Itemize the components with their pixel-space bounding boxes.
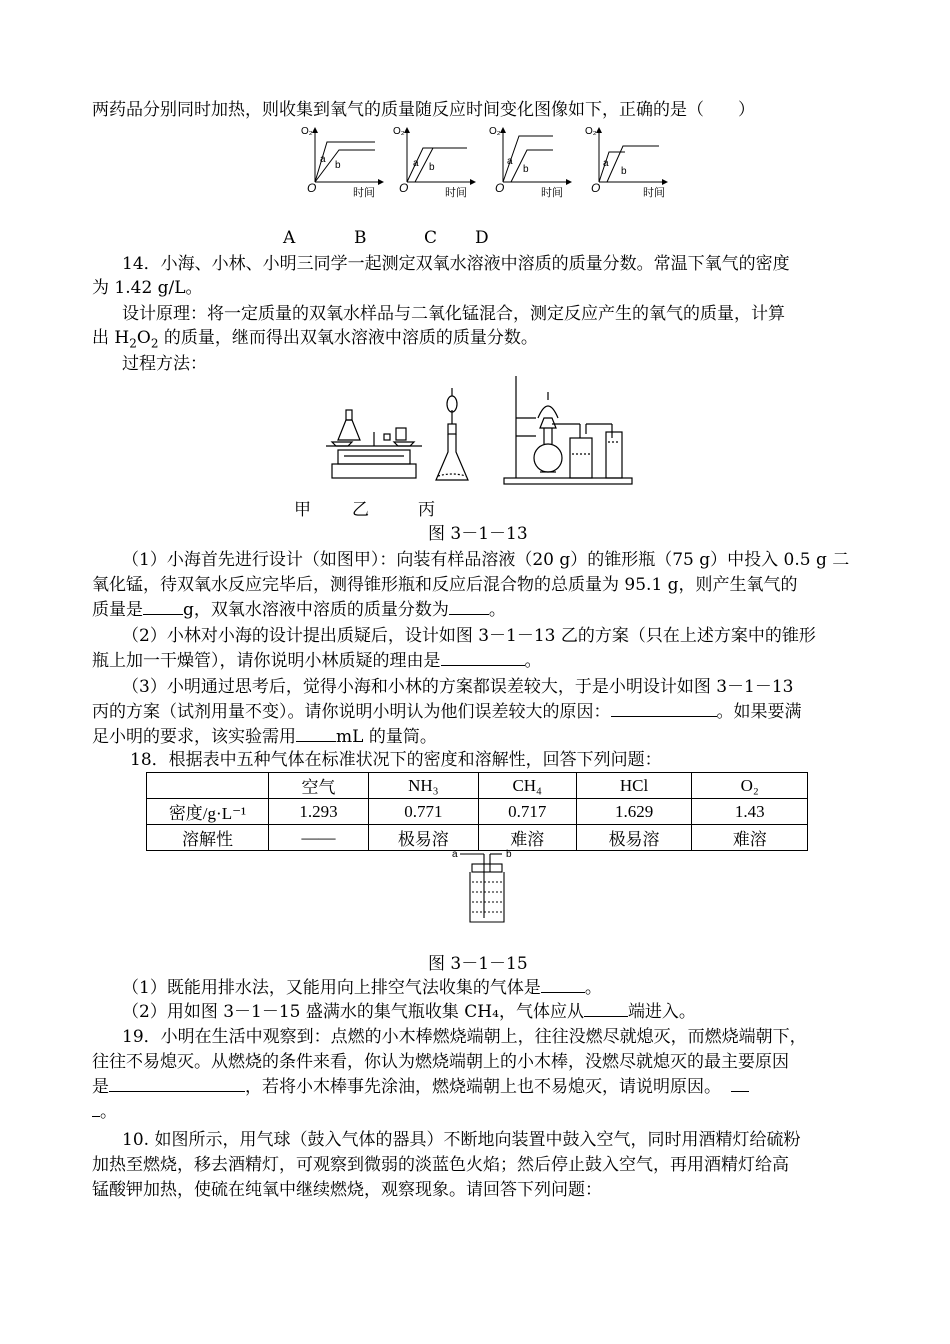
table-cell: HCl [576,773,692,799]
graph-b-xlabel: 时间 [445,187,467,199]
graph-c-xlabel: 时间 [541,187,563,199]
table-cell: 0.771 [368,799,478,825]
q14-p1-line1: （1）小海首先进行设计（如图甲）：向装有样品溶液（20 g）的锥形瓶（75 g）中投入 0.5 g 二 [122,550,850,570]
q18-intro: 18．根据表中五种气体在标准状况下的密度和溶解性，回答下列问题： [130,750,662,770]
q18-s1: （1）既能用排水法，又能用向上排空气法收集的气体是 。 [122,978,602,998]
gas-bottle-figure [446,848,520,926]
graph-d-ylabel: O₂ [585,126,597,137]
gas-properties-table [146,772,808,851]
table-cell: 难溶 [692,825,808,851]
graph-d [585,126,667,199]
balance-icon [326,410,422,478]
q14-line2: 为 1.42 g/L。 [92,278,203,298]
table-cell: 难溶 [478,825,576,851]
table-cell: 0.717 [478,799,576,825]
q18-s2: （2）用如图 3－1－15 盛满水的集气瓶收集 CH₄，气体应从 端进入。 [122,1002,696,1022]
table-cell: 溶解性 [147,825,269,851]
table-cell: CH₄ [478,773,576,799]
q10-line2: 加热至燃烧，移去酒精灯，可观察到微弱的淡蓝色火焰；然后停止鼓入空气，再用酒精灯给高 [92,1155,789,1175]
gas-collection-apparatus-icon [504,376,632,484]
table-cell: 1.293 [268,799,368,825]
bottle-label-b: b [506,849,512,860]
option-b: B [354,228,367,248]
table-cell: 密度/g·L⁻¹ [147,799,269,825]
q10-line3: 锰酸钾加热，使硫在纯氧中继续燃烧，观察现象。请回答下列问题： [92,1180,602,1200]
q14-p3-line3: 足小明的要求，该实验需用 mL 的量筒。 [92,727,437,747]
fig-label-bing: 丙 [418,500,435,520]
graph-a-origin: O [307,181,317,195]
graph-c-origin: O [495,181,505,195]
table-cell: 1.43 [692,799,808,825]
q14-p3-line1: （3）小明通过思考后，觉得小海和小林的方案都误差较大，于是小明设计如图 3－1－13 [122,677,794,697]
q14-method: 过程方法： [122,354,207,374]
option-c: C [424,228,438,248]
graph-a-label-a: a [320,154,326,165]
graph-b [393,126,475,199]
graph-a-ylabel: O₂ [301,126,313,137]
q14-p1-line3: 质量是 g，双氧水溶液中溶质的质量分数为 。 [92,600,506,620]
table-cell: 1.629 [576,799,692,825]
flask-drying-tube-icon [436,388,468,480]
table-header-row [147,773,808,799]
q14-principle2: 出 $H_2O_2$ 的质量，继而得出双氧水溶液中溶质的质量分数。 [92,328,538,351]
option-d: D [475,228,489,248]
q19-line2: 往往不易熄灭。从燃烧的条件来看，你认为燃烧端朝上的小木棒，没燃尽就熄灭的最主要原因 [92,1052,789,1072]
table-cell: 极易溶 [368,825,478,851]
q14-p2-line1: （2）小林对小海的设计提出质疑后，设计如图 3－1－13 乙的方案（只在上述方案中的锥形 [122,626,816,646]
fig-label-jia: 甲 [294,500,311,520]
q19-line3: 是 ，若将小木棒事先涂油，燃烧端朝上也不易熄灭，请说明原因。 [92,1075,749,1099]
graph-c [489,126,571,199]
table-cell: —— [268,825,368,851]
table-cell [147,773,269,799]
q10-line1: 10. 如图所示，用气球（鼓入气体的器具）不断地向装置中鼓入空气，同时用酒精灯给硫粉 [122,1130,801,1150]
table-cell: O₂ [692,773,808,799]
option-a: A [283,228,296,248]
graph-b-label-a: a [413,158,419,169]
q14-principle1: 设计原理：将一定质量的双氧水样品与二氧化锰混合，测定反应产生的氧气的质量，计算 [122,304,785,324]
graph-c-ylabel: O₂ [489,126,501,137]
q14-p3-line2: 丙的方案（试剂用量不变）。请你说明小明认为他们误差较大的原因： 。如果要满 [92,702,802,722]
q19-line1: 19．小明在生活中观察到：点燃的小木棒燃烧端朝上，往往没燃尽就熄灭，而燃烧端朝下， [122,1027,807,1047]
graph-d-origin: O [591,181,601,195]
q13-graphs [295,122,675,204]
q13-text: 两药品分别同时加热，则收集到氧气的质量随反应时间变化图像如下，正确的是（ ） [92,100,755,120]
graph-d-label-a: a [603,158,609,169]
graph-d-line-b [607,146,659,182]
q14-line1: 14．小海、小林、小明三同学一起测定双氧水溶液中溶质的质量分数。常温下氧气的密度 [122,254,790,274]
table-cell: 极易溶 [576,825,692,851]
graph-a [301,126,383,199]
graph-c-line-b [511,150,553,182]
fig-3-1-13-caption: 图 3－1－13 [428,524,528,544]
q14-p1-line2: 氧化锰，待双氧水反应完毕后，测得锥形瓶和反应后混合物的总质量为 95.1 g，则产生氧气的 [92,575,798,595]
table-row [147,825,808,851]
table-cell: NH₃ [368,773,478,799]
table-row [147,799,808,825]
graph-a-label-b: b [335,160,341,171]
graph-d-xlabel: 时间 [643,187,665,199]
bottle-label-a: a [452,849,458,860]
graph-b-ylabel: O₂ [393,126,405,137]
graph-d-label-b: b [621,166,627,177]
table-cell: 空气 [268,773,368,799]
graph-c-label-a: a [507,156,513,167]
q14-p2-line2: 瓶上加一干燥管），请你说明小林质疑的理由是 。 [92,651,542,671]
fig-3-1-15-caption: 图 3－1－15 [428,954,528,974]
graph-c-label-b: b [523,164,529,175]
apparatus-figure [318,372,634,490]
graph-b-origin: O [399,181,409,195]
graph-b-label-b: b [429,162,435,173]
q19-line4: 。 [92,1100,117,1124]
fig-label-yi: 乙 [352,500,369,520]
graph-a-xlabel: 时间 [353,187,375,199]
